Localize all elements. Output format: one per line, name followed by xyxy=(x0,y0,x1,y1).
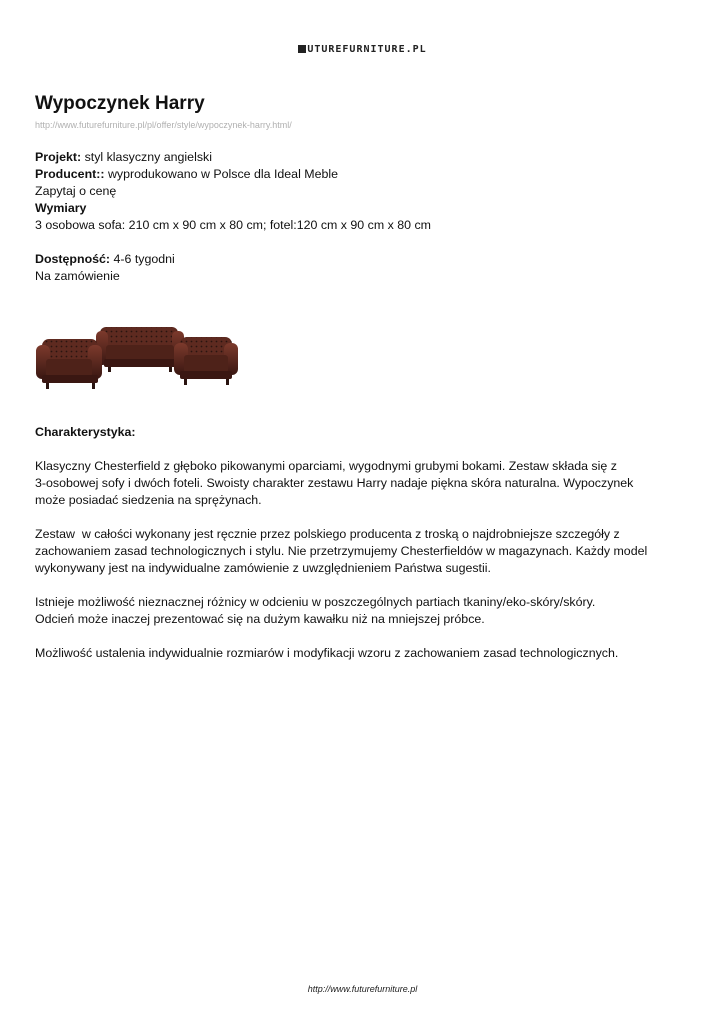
product-image xyxy=(34,299,240,403)
sofa-shape xyxy=(96,327,184,372)
dostepnosc-value: 4-6 tygodni xyxy=(110,252,175,266)
description-line: może posiadać siedzenia na sprężynach. xyxy=(35,493,262,507)
detail-price: Zapytaj o cenę xyxy=(35,184,117,198)
product-details xyxy=(35,149,695,285)
description-line: Odcień może inaczej prezentować się na dużym kawałku niż na mniejszej próbce. xyxy=(35,612,485,626)
projekt-value: styl klasyczny angielski xyxy=(81,150,212,164)
description-paragraph xyxy=(35,645,695,662)
description-line: Istnieje możliwość nieznacznej różnicy w odcieniu w poszczególnych partiach tkaniny/eko-skóry/skóry. xyxy=(35,595,596,609)
wymiary-label: Wymiary xyxy=(35,201,87,215)
detail-wymiary xyxy=(35,200,695,217)
description-line: wykonywany jest na indywidualne zamówienie z uwzględnieniem Państwa sugestii. xyxy=(35,561,491,575)
armchair-left-shape xyxy=(36,339,102,389)
description-paragraph xyxy=(35,526,695,577)
description-paragraph xyxy=(35,594,695,628)
description xyxy=(35,458,695,679)
detail-projekt xyxy=(35,149,695,166)
footer-url[interactable]: http://www.futurefurniture.pl xyxy=(307,984,418,994)
sofa-set-illustration xyxy=(34,299,240,403)
logo-square-icon xyxy=(298,45,306,53)
detail-order: Na zamówienie xyxy=(35,269,120,283)
page-title: Wypoczynek Harry xyxy=(35,93,205,114)
producent-label: Producent:: xyxy=(35,167,105,181)
description-line: Klasyczny Chesterfield z głęboko pikowanymi oparciami, wygodnymi grubymi bokami. Zestaw składa się z xyxy=(35,459,617,473)
logo-text: UTUREFURNITURE.PL xyxy=(307,44,427,55)
product-url[interactable]: http://www.futurefurniture.pl/pl/offer/style/wypoczynek-harry.html/ xyxy=(35,120,292,130)
description-paragraph xyxy=(35,458,695,509)
projekt-label: Projekt: xyxy=(35,150,82,164)
wymiary-value: 3 osobowa sofa: 210 cm x 90 cm x 80 cm; fotel:120 cm x 90 cm x 80 cm xyxy=(35,218,431,232)
dostepnosc-label: Dostępność: xyxy=(35,252,111,266)
armchair-right-shape xyxy=(174,337,238,385)
producent-value: wyprodukowano w Polsce dla Ideal Meble xyxy=(104,167,339,181)
description-line: Możliwość ustalenia indywidualnie rozmiarów i modyfikacji wzoru z zachowaniem zasad technologicznych. xyxy=(35,646,619,660)
site-logo xyxy=(0,44,725,55)
spacer xyxy=(35,234,695,251)
description-line: zachowaniem zasad technologicznych i stylu. Nie przetrzymujemy Chesterfieldów w magazynach. Każdy model xyxy=(35,544,648,558)
detail-dostepnosc xyxy=(35,251,695,268)
description-line: Zestaw w całości wykonany jest ręcznie przez polskiego producenta z troską o najdrobniejsze szczegóły z xyxy=(35,527,620,541)
description-line: 3-osobowej sofy i dwóch foteli. Swoisty charakter zestawu Harry nadaje piękna skóra naturalna. Wypoczynek xyxy=(35,476,634,490)
detail-producent xyxy=(35,166,695,183)
section-heading: Charakterystyka: xyxy=(35,425,136,439)
